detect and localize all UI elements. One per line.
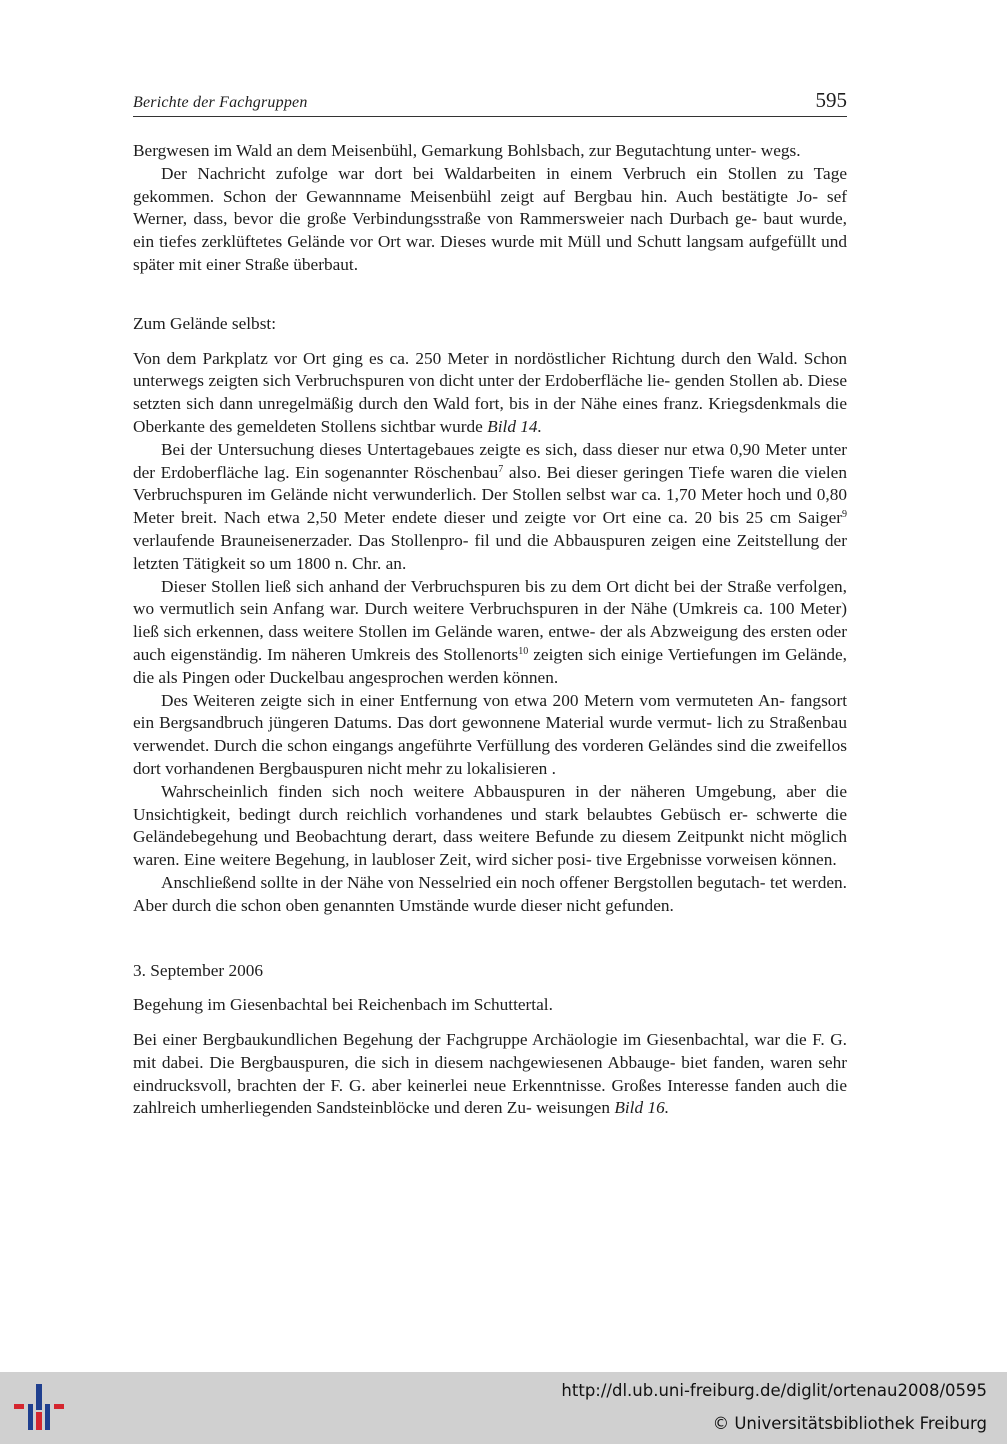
source-url-link[interactable]: http://dl.ub.uni-freiburg.de/diglit/ortenau2008/0595: [561, 1381, 987, 1400]
footnote-marker: 7: [498, 463, 504, 475]
ub-freiburg-logo-icon: [14, 1384, 64, 1430]
paragraph: Wahrscheinlich finden sich noch weitere Abbauspuren in der näheren Umgebung, aber die Unsichtigkeit, bedingt durch reichlich vorhandenes und stark belaubtes Gebüsch er- schwerte die Geländebegehung und Beobachtung derart, dass weitere Befunde zu diesem Zeitpunkt nicht möglich waren. Eine weitere Begehung, in laubloser Zeit, wird sicher posi- tive Ergebnisse vorweisen können.: [133, 781, 847, 870]
copyright-text: © Universitätsbibliothek Freiburg: [712, 1414, 987, 1433]
footer-bar: [0, 1372, 1007, 1444]
figure-reference: Bild 14.: [487, 416, 542, 436]
paragraph: Bei einer Bergbaukundlichen Begehung der Fachgruppe Archäologie im Giesenbachtal, war die F. G. mit dabei. Die Bergbauspuren, die sich in diesem nachgewiesenen Abbauge- biet fanden, waren sehr eindrucksvoll, brachten der F. G. aber keinerlei neue Erkenntnisse. Großes Interesse fanden auch die zahlreich umherliegenden Sandsteinblöcke und deren Zu- weisungen Bild 16.: [133, 1030, 847, 1118]
section-heading: Begehung im Giesenbachtal bei Reichenbach im Schuttertal.: [133, 995, 553, 1015]
running-title: Berichte der Fachgruppen: [133, 94, 308, 111]
footnote-marker: 10: [518, 645, 529, 657]
paragraph: Von dem Parkplatz vor Ort ging es ca. 250 Meter in nordöstlicher Richtung durch den Wald. Schon unterwegs zeigten sich Verbruchspuren von dicht unter der Erdoberfläche lie- genden Stollen ab. Diese setzten sich dann unregelmäßig durch den Wald fort, bis in der Nähe eines franz. Kriegsdenkmals die Oberkante des gemeldeten Stollens sichtbar wurde Bild 14.: [133, 348, 847, 436]
body-text: [133, 140, 847, 1120]
paragraph: Des Weiteren zeigte sich in einer Entfernung von etwa 200 Metern vom vermuteten An- fangsort ein Bergsandbruch jüngeren Datums. Das dort gewonnene Material wurde vermut- lich zu Straßenbau verwendet. Durch die schon eingangs angeführte Verfüllung des vorderen Geländes sind die zweifellos dort vorhandenen Bergbauspuren nicht mehr zu lokalisieren .: [133, 690, 847, 778]
figure-reference: Bild 16.: [614, 1098, 670, 1118]
running-header: [133, 88, 847, 117]
page-number: 595: [815, 88, 847, 112]
paragraph: Bei der Untersuchung dieses Untertagebaues zeigte es sich, dass dieser nur etwa 0,90 Meter unter der Erdoberfläche lag. Ein sogenannter Röschenbau$^7$ also. Bei dieser geringen Tiefe waren die vielen Verbruchspuren im Gelände nicht verwunderlich. Der Stollen selbst war ca. 1,70 Meter hoch und 0,80 Meter breit. Nach etwa 2,50 Meter endete dieser und zeigte vor Ort eine ca. 20 bis 25 cm Saiger$^9$ verlaufende Brauneisenerzader. Das Stollenpro- fil und die Abbauspuren zeigen eine Zeitstellung der letzten Tätigkeit so um 1800 n. Chr. an.: [133, 439, 847, 573]
paragraph: Dieser Stollen ließ sich anhand der Verbruchspuren bis zu dem Ort dicht bei der Straße verfolgen, wo vermutlich sein Anfang war. Durch weitere Verbruchspuren in der Nähe (Umkreis ca. 100 Meter) ließ sich erkennen, dass weitere Stollen im Gelände waren, entwe- der als Abzweigung des ersten oder auch eigenständig. Im näheren Umkreis des Stollenorts$^{10}$ zeigten sich einige Vertiefungen im Gelände, die als Pingen oder Duckelbau angesprochen werden können.: [133, 576, 847, 687]
date-heading: 3. September 2006: [133, 960, 264, 980]
paragraph: Anschließend sollte in der Nähe von Nesselried ein noch offener Bergstollen begutach- tet werden. Aber durch die schon oben genannten Umstände wurde dieser nicht gefunden.: [133, 872, 847, 915]
paragraph: Bergwesen im Wald an dem Meisenbühl, Gemarkung Bohlsbach, zur Begutachtung unter- wegs.: [133, 141, 801, 160]
section-heading: Zum Gelände selbst:: [133, 313, 277, 333]
paragraph: Der Nachricht zufolge war dort bei Waldarbeiten in einem Verbruch ein Stollen zu Tage gekommen. Schon der Gewannname Meisenbühl zeigt auf Bergbau hin. Auch bestätigte Jo- sef Werner, dass, bevor die große Verbindungsstraße von Rammersweier nach Durbach ge- baut wurde, ein tiefes zerklüftetes Gelände vor Ort war. Dieses wurde mit Müll und Schutt langsam aufgefüllt und später mit einer Straße überbaut.: [133, 163, 847, 274]
footnote-marker: 9: [842, 509, 847, 521]
